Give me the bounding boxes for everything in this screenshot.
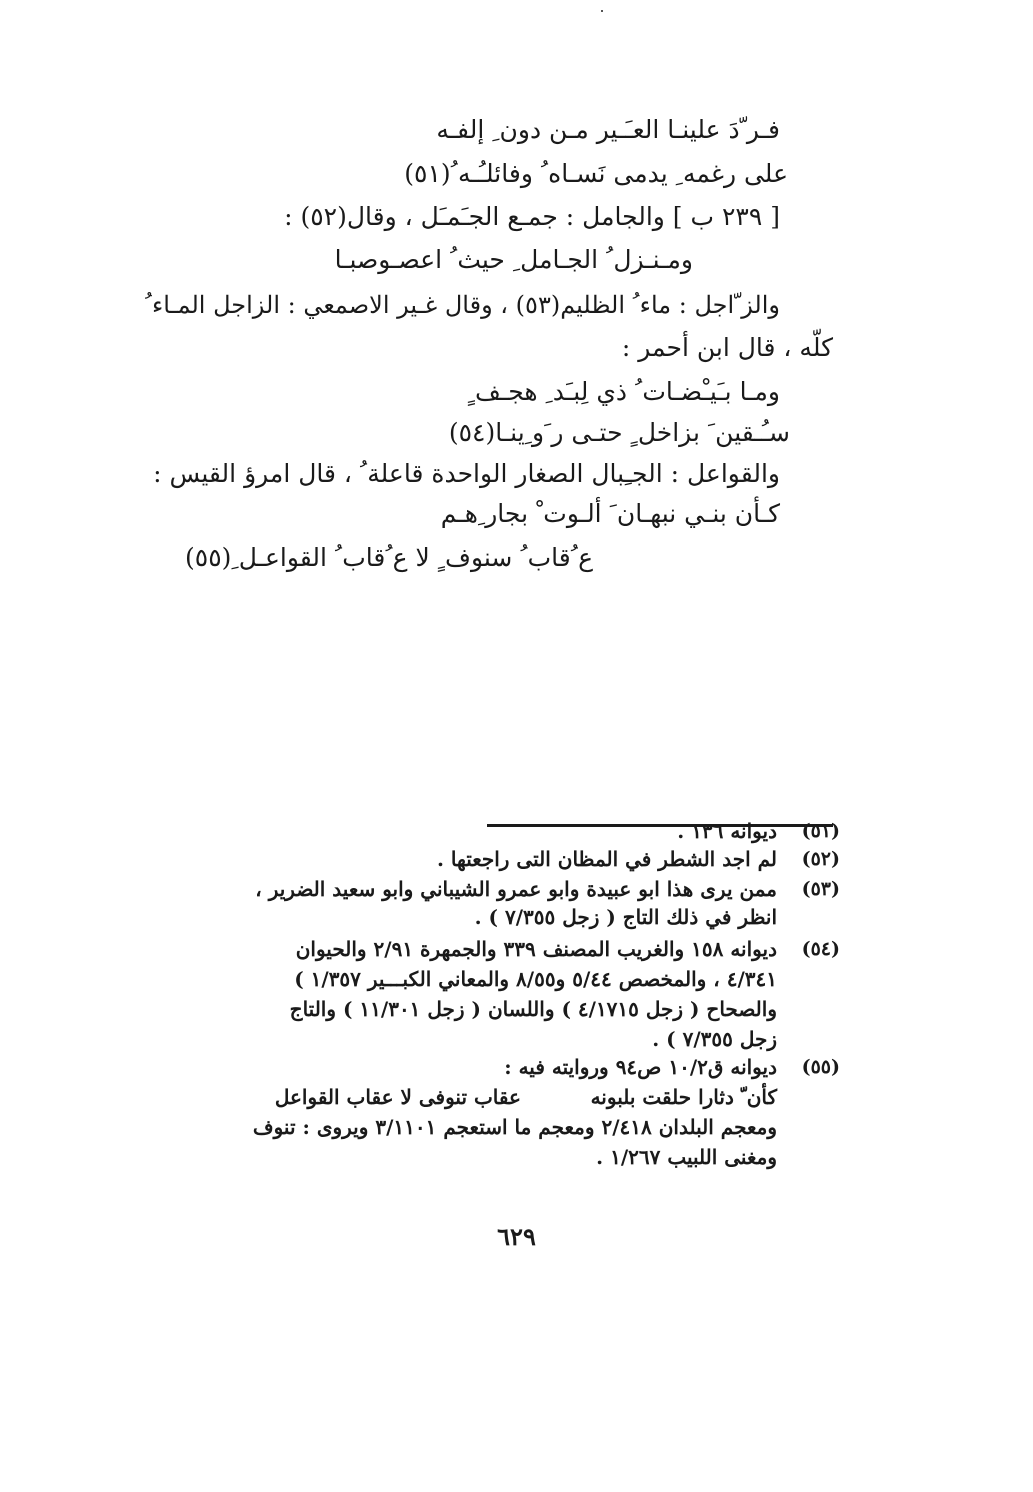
verse-line-7: ومـا بـَيـْضـات ُ ذي لِبـَد ِ هجـف ٍ xyxy=(467,377,780,406)
footnote-number-53: (٥٣) xyxy=(801,878,840,900)
footnote-53-line-2: انظر في ذلك التاج ( زجل ٧/٣٥٥ ) . xyxy=(474,905,777,929)
footnote-separator xyxy=(487,824,833,827)
verse-line-8: سـُـقين َ بزاخل ٍ حتـى ر َو ِينـا(٥٤) xyxy=(448,418,790,447)
verse-line-4: ومـنـزل ُ الجـامل ِ حيث ُ اعصـوصبـا xyxy=(334,245,693,274)
footnote-55-line-3: ومعجم البلدان ٢/٤١٨ ومعجم ما استعجم ٣/١١٠١ ويروى : تنوف xyxy=(252,1115,777,1139)
footnote-54-line-2: ٤/٣٤١ ، والمخصص ٥/٤٤ و٨/٥٥ والمعاني الكبـــير ١/٣٥٧ ) xyxy=(294,967,777,991)
footnote-number-52: (٥٢) xyxy=(801,848,840,870)
footnote-53-line-1: ممن يرى هذا ابو عبيدة وابو عمرو الشيباني وابو سعيد الضرير ، xyxy=(255,877,777,901)
text-line-6: كلّه ، قال ابن أحمر : xyxy=(621,333,833,362)
verse-line-2: على رغمه ِ يدمى نَسـاه ُ وفائلـُـه ُ(٥١) xyxy=(404,159,788,188)
verse-line-1: فـر ّدَ علينـا العـَـير مـن دون ِ إلفـه xyxy=(436,115,780,144)
scan-speck xyxy=(601,10,603,12)
footnote-55-line-2: كأن ّ دثارا حلقت بلبونه عقاب تنوفى لا عقاب القواعل xyxy=(274,1085,777,1109)
footnote-54-line-4: زجل ٧/٣٥٥ ) . xyxy=(652,1027,777,1051)
page-number: ٦٢٩ xyxy=(497,1222,536,1251)
footnote-number-51: (٥١) xyxy=(801,820,840,842)
footnote-number-55: (٥٥) xyxy=(801,1056,840,1078)
footnote-55-line-4: ومغنى اللبيب ١/٢٦٧ . xyxy=(596,1145,777,1169)
footnote-number-54: (٥٤) xyxy=(801,938,840,960)
footnote-54-line-1: ديوانه ١٥٨ والغريب المصنف ٣٣٩ والجمهرة ٢/٩١ والحيوان xyxy=(295,937,777,961)
footnote-55-line-1: ديوانه ق١٠/٢ ص٩٤ وروايته فيه : xyxy=(504,1055,777,1079)
verse-line-10: كـأن بنـي نبهـان َ ألـوت ْ بجار ِهـم xyxy=(440,499,780,528)
footnote-52-line-1: لم اجد الشطر في المظان التى راجعتها . xyxy=(436,847,777,871)
text-line-5: والز ّاجل : ماء ُ الظليم(٥٣) ، وقال غـير الاصمعي : الزاجل المـاء ُ xyxy=(144,291,780,319)
verse-line-11: ع ُقاب ُ سنوف ٍ لا ع ُقاب ُ القواعـل ِ(٥٥) xyxy=(185,543,593,572)
footnote-54-line-3: والصحاح ( زجل ٤/١٧١٥ ) واللسان ( زجل ١١/٣٠١ ) والتاج xyxy=(289,997,777,1021)
footnote-51-line-1: ديوانه ١٣٦ . xyxy=(677,819,777,843)
text-line-9: والقواعل : الجـِبال الصغار الواحدة قاعلة ُ ، قال امرؤ القيس : xyxy=(153,459,780,488)
text-line-3: [ ٢٣٩ ب ] والجامل : جمـع الجـَمـَل ، وقال(٥٢) : xyxy=(284,202,780,231)
